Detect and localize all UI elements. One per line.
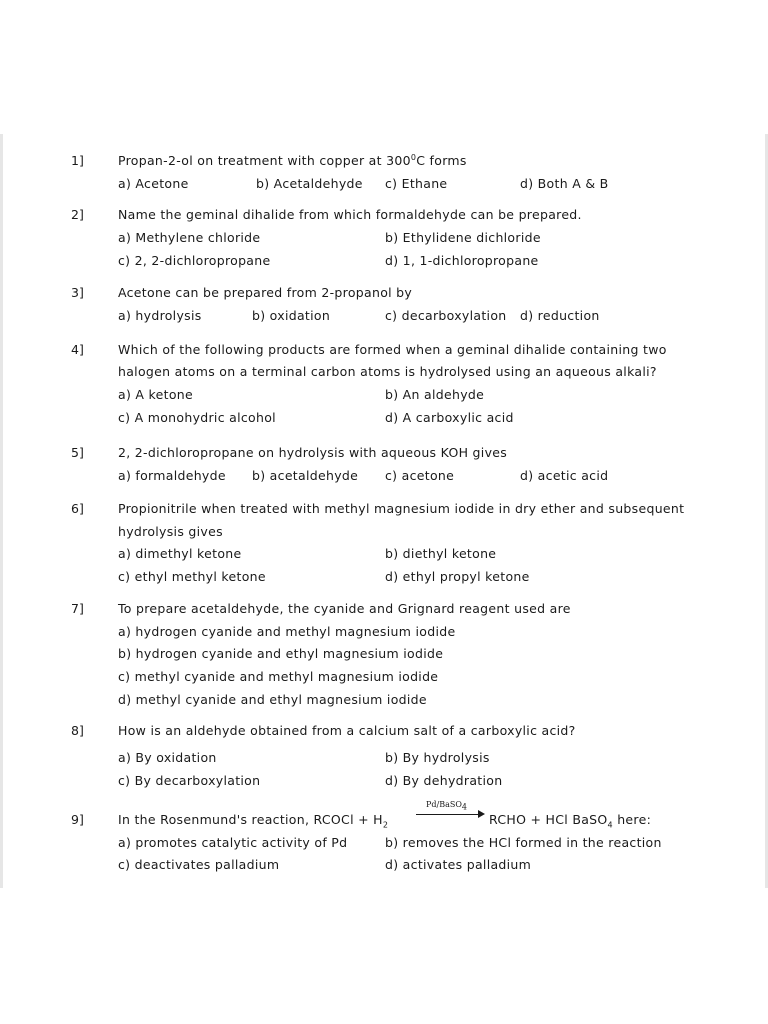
option-c: c) ethyl methyl ketone: [118, 569, 266, 584]
option-a: a) Methylene chloride: [118, 230, 261, 245]
option-d: d) By dehydration: [385, 773, 503, 788]
option-b: b) acetaldehyde: [252, 468, 359, 483]
option-c: c) acetone: [385, 468, 455, 483]
option-b: b) Acetaldehyde: [256, 176, 363, 191]
option-d: d) activates palladium: [385, 857, 532, 872]
option-c: c) methyl cyanide and methyl magnesium iodide: [118, 669, 439, 684]
question-number: 1]: [71, 153, 84, 168]
catalyst-label: Pd/BaSO$_4$: [426, 800, 467, 812]
arrow-shaft: [416, 814, 482, 815]
reaction-arrow: [402, 800, 486, 824]
option-b: b) oxidation: [252, 308, 331, 323]
option-d: d) acetic acid: [520, 468, 609, 483]
option-d: d) methyl cyanide and ethyl magnesium iodide: [118, 692, 427, 707]
question-number: 9]: [71, 812, 84, 827]
question-text-line-2: halogen atoms on a terminal carbon atoms is hydrolysed using an aqueous alkali?: [118, 364, 657, 379]
option-c: c) By decarboxylation: [118, 773, 261, 788]
question-text-line-1: Which of the following products are formed when a geminal dihalide containing two: [118, 342, 667, 357]
option-b: b) hydrogen cyanide and ethyl magnesium iodide: [118, 646, 444, 661]
question-text: 2, 2-dichloropropane on hydrolysis with aqueous KOH gives: [118, 445, 508, 460]
option-c: c) 2, 2-dichloropropane: [118, 253, 271, 268]
question-number: 5]: [71, 445, 84, 460]
question-number: 8]: [71, 723, 84, 738]
question-text-line-2: hydrolysis gives: [118, 524, 223, 539]
question-text: In the Rosenmund's reaction, RCOCl + $H_2$: [118, 812, 389, 830]
option-a: a) Acetone: [118, 176, 189, 191]
option-a: a) formaldehyde: [118, 468, 226, 483]
question-text: How is an aldehyde obtained from a calcium salt of a carboxylic acid?: [118, 723, 576, 738]
option-a: a) By oxidation: [118, 750, 217, 765]
option-d: d) ethyl propyl ketone: [385, 569, 530, 584]
page-edge-left: [0, 134, 3, 888]
question-text: Acetone can be prepared from 2-propanol by: [118, 285, 413, 300]
question-number: 2]: [71, 207, 84, 222]
option-c: c) A monohydric alcohol: [118, 410, 276, 425]
option-c: c) Ethane: [385, 176, 448, 191]
option-a: a) hydrolysis: [118, 308, 202, 323]
option-b: b) Ethylidene dichloride: [385, 230, 541, 245]
question-text: Propan-2-ol on treatment with copper at $300^0C$ forms: [118, 153, 467, 169]
option-b: b) removes the HCl formed in the reaction: [385, 835, 662, 850]
option-d: d) Both A & B: [520, 176, 609, 191]
question-number: 4]: [71, 342, 84, 357]
question-text-line-1: Propionitrile when treated with methyl magnesium iodide in dry ether and subsequent: [118, 501, 685, 516]
option-d: d) A carboxylic acid: [385, 410, 514, 425]
option-a: a) A ketone: [118, 387, 193, 402]
option-c: c) deactivates palladium: [118, 857, 280, 872]
question-text: Name the geminal dihalide from which formaldehyde can be prepared.: [118, 207, 582, 222]
question-number: 6]: [71, 501, 84, 516]
question-number: 3]: [71, 285, 84, 300]
option-b: b) An aldehyde: [385, 387, 485, 402]
option-c: c) decarboxylation: [385, 308, 507, 323]
reaction-products: RCHO + HCl BaSO$_4$ here:: [489, 812, 652, 830]
question-number: 7]: [71, 601, 84, 616]
option-a: a) hydrogen cyanide and methyl magnesium iodide: [118, 624, 456, 639]
arrow-head-icon: [478, 810, 485, 818]
option-d: d) 1, 1-dichloropropane: [385, 253, 539, 268]
option-b: b) By hydrolysis: [385, 750, 490, 765]
option-d: d) reduction: [520, 308, 600, 323]
option-a: a) promotes catalytic activity of Pd: [118, 835, 348, 850]
option-b: b) diethyl ketone: [385, 546, 497, 561]
option-a: a) dimethyl ketone: [118, 546, 242, 561]
question-text: To prepare acetaldehyde, the cyanide and Grignard reagent used are: [118, 601, 571, 616]
